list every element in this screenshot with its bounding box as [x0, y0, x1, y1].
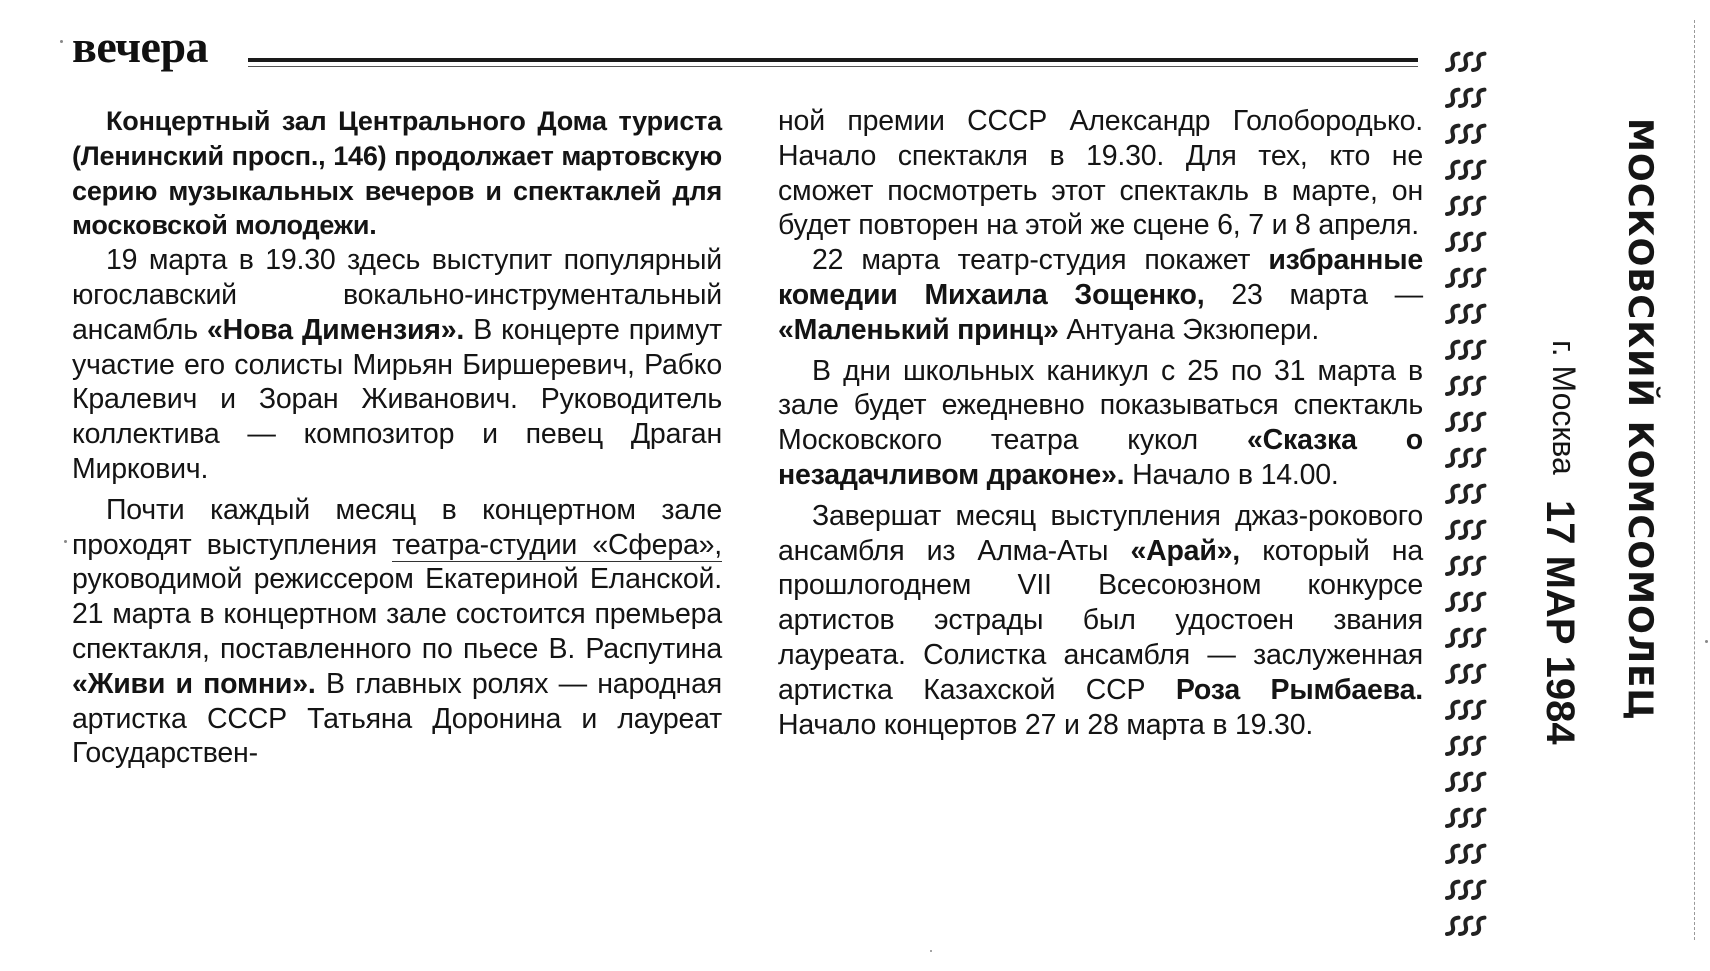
- date-stamp: 17 МАР 1984: [1538, 500, 1582, 745]
- paragraph-text: Антуана Экзюпери.: [1058, 313, 1320, 346]
- soloist-name: Роза Рымбаева.: [1175, 673, 1423, 706]
- lead-paragraph: Концертный зал Центрального Дома туриста (Ленинский просп., 146) продолжает мартовскую серию музыкальных вечеров и спектаклей для московской молодежи.: [72, 106, 722, 241]
- paragraph-text: 19 марта в 19.30 здесь выступит популярный югославский вокально-инструментальный ансамбль: [72, 244, 722, 346]
- article-column-1: [72, 104, 722, 771]
- paragraph-text: руководимой режиссером Екатериной Еланской. 21 марта в концертном зале состоится премьера спектакля, поставленного по пьесе В. Распутина: [72, 563, 722, 665]
- paragraph-sfera: [72, 493, 722, 771]
- print-speck: [64, 540, 67, 543]
- section-heading: вечера: [72, 21, 209, 72]
- print-speck: [930, 950, 932, 952]
- underlined-theatre-name: театра-студии «Сфера»,: [392, 528, 722, 561]
- paragraph-text: 23 марта —: [1204, 278, 1423, 311]
- heading-rule-thin: [248, 66, 1418, 67]
- paragraph-text: В дни школьных каникул с 25 по 31 марта в зале будет ежедневно показываться спектакль Московского театра кукол: [778, 354, 1423, 457]
- paragraph-continuation: ной премии СССР Александр Голобородько. Начало спектакля в 19.30. Для тех, кто не сможет посмотреть этот спектакль в марте, он будет повторен на этой же сцене 6, 7 и 8 апреля.: [778, 105, 1423, 242]
- paragraph-zoshchenko: [778, 243, 1423, 347]
- play-title: «Маленький принц»: [778, 313, 1059, 346]
- paragraph-text: который на прошлогоднем VII Всесоюзном конкурсе артистов эстрады был удостоен звания лауреата. Солистка ансамбля — заслуженная артистка Казахской ССР: [778, 534, 1423, 706]
- heading-rule: [248, 58, 1418, 62]
- paragraph-nova-dimenzija: [72, 243, 722, 487]
- puppet-play-title: «Сказка о незадачливом драконе».: [778, 424, 1423, 491]
- print-speck: [60, 40, 63, 43]
- city-stamp: г. Москва: [1546, 340, 1582, 475]
- comedies-title: избранные комедии Михаила Зощенко,: [778, 244, 1423, 311]
- print-speck: [1705, 640, 1708, 643]
- paragraph-dragon: [778, 354, 1423, 493]
- paragraph-text: В концерте примут участие его солисты Мирьян Биршеревич, Рабко Кралевич и Зоран Живанович. Руководитель коллектива — композитор и певец Драган Миркович.: [72, 313, 722, 485]
- ensemble-name: «Арай»,: [1130, 534, 1241, 567]
- article-column-2: [778, 104, 1423, 742]
- paragraph-text: В главных ролях — народная артистка СССР Татьяна Доронина и лауреат Государствен-: [72, 667, 722, 770]
- wavy-border-ornament: [1435, 40, 1505, 971]
- play-title: «Живи и помни».: [72, 667, 316, 700]
- paragraph-arai: [778, 499, 1423, 743]
- paragraph-text: 22 марта театр-студия покажет: [812, 244, 1269, 277]
- publication-stamp: МОСКОВСКИЙ КОМСОМОЛЕЦ: [1620, 118, 1660, 721]
- paragraph-text: Начало концертов 27 и 28 марта в 19.30.: [778, 708, 1314, 741]
- paragraph-text: Начало в 14.00.: [1124, 458, 1339, 491]
- ensemble-name: «Нова Димензия».: [207, 313, 465, 346]
- clipping-edge-line: [1694, 20, 1695, 940]
- paragraph-text: Завершат месяц выступления джаз-рокового ансамбля из Алма-Аты: [778, 499, 1423, 567]
- paragraph-text: Почти каждый месяц в концертном зале проходят выступления: [72, 493, 722, 561]
